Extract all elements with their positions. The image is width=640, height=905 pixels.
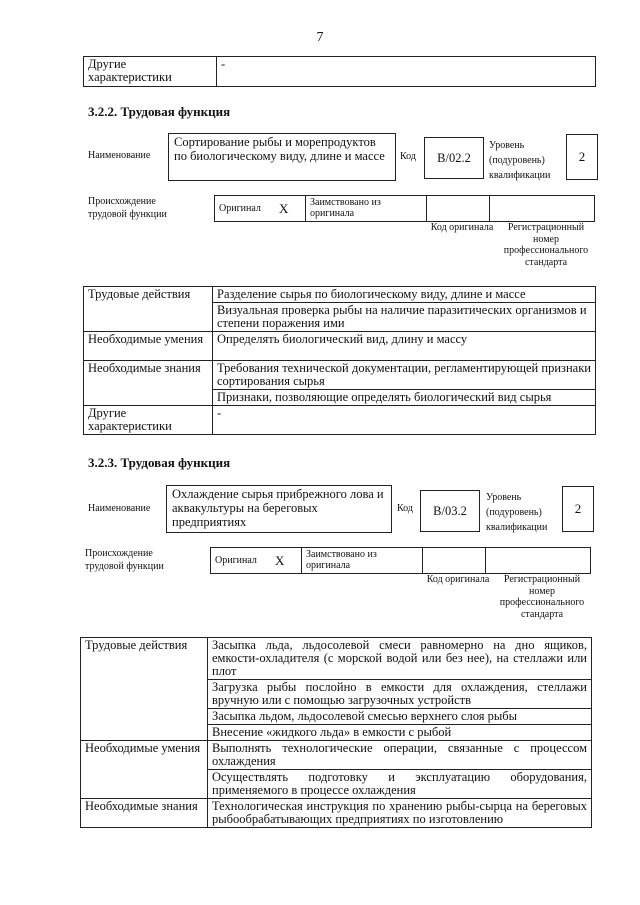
other-characteristics-label: Другие характеристики — [84, 57, 217, 87]
row-label-actions-323: Трудовые действия — [81, 638, 208, 741]
original-code-cell-323 — [423, 548, 486, 574]
name-label-322: Наименование — [88, 150, 151, 161]
function-code-322: B/02.2 — [424, 137, 484, 179]
row-label-skills-323: Необходимые умения — [81, 741, 208, 799]
origin-table-323 — [210, 547, 591, 574]
continuation-table — [83, 56, 596, 87]
section-title-322: 3.2.2. Трудовая функция — [88, 104, 231, 119]
row-item-322: Визуальная проверка рыбы на наличие паразитических организмов и степени поражения ими — [213, 303, 596, 332]
row-item-323: Технологическая инструкция по хранению рыбы-сырца на береговых рыбообрабатывающих предприятиях по изготовлению — [208, 799, 592, 828]
origin-label-323: Происхождение трудовой функции — [85, 548, 164, 572]
reg-number-cell-323 — [486, 548, 591, 574]
function-name-box-322: Сортирование рыбы и морепродуктов по биологическому виду, длине и массе — [168, 133, 396, 181]
code-label-323: Код — [397, 503, 413, 514]
code-label-322: Код — [400, 151, 416, 162]
original-mark-322: X — [275, 196, 306, 222]
original-label-322: Оригинал — [215, 196, 276, 222]
qualification-level-value-323: 2 — [562, 486, 594, 532]
borrowed-label-323: Заимствовано из оригинала — [302, 548, 423, 574]
reg-number-caption-322: Регистрационный номер профессионального стандарта — [503, 222, 589, 268]
page-number: 7 — [316, 30, 324, 45]
reg-number-cell-322 — [490, 196, 595, 222]
original-code-cell-322 — [427, 196, 490, 222]
section-title-323: 3.2.3. Трудовая функция — [88, 455, 231, 470]
qualification-level-label-322: Уровень (подуровень) квалификации — [489, 140, 551, 181]
row-item-322: - — [213, 406, 596, 435]
row-item-323: Засыпка льда, льдосолевой смеси равномерно на дно ящиков, емкости-охладителя (с морской водой или без нее), на стеллажи или плот — [208, 638, 592, 680]
function-name-box-323: Охлаждение сырья прибрежного лова и аквакультуры на береговых предприятиях — [166, 485, 392, 533]
row-label-knowledge-323: Необходимые знания — [81, 799, 208, 828]
row-item-323: Осуществлять подготовку и эксплуатацию оборудования, применяемого в процессе охлаждения — [208, 770, 592, 799]
details-table-322 — [83, 286, 596, 435]
origin-table-322 — [214, 195, 595, 222]
reg-number-caption-323: Регистрационный номер профессионального стандарта — [499, 574, 585, 620]
borrowed-label-322: Заимствовано из оригинала — [306, 196, 427, 222]
other-characteristics-value: - — [217, 57, 596, 87]
row-item-322: Разделение сырья по биологическому виду, длине и массе — [213, 287, 596, 303]
row-item-322: Определять биологический вид, длину и массу — [213, 332, 596, 361]
qualification-level-value-322: 2 — [566, 134, 598, 180]
original-code-caption-323: Код оригинала — [426, 574, 490, 585]
row-label-skills-322: Необходимые умения — [84, 332, 213, 361]
name-label-323: Наименование — [88, 503, 151, 514]
row-label-knowledge-322: Необходимые знания — [84, 361, 213, 406]
row-item-323: Загрузка рыбы послойно в емкости для охлаждения, стеллажи вручную или с помощью загрузочных устройств — [208, 680, 592, 709]
row-label-actions-322: Трудовые действия — [84, 287, 213, 332]
origin-label-322: Происхождение трудовой функции — [88, 196, 167, 220]
row-item-322: Признаки, позволяющие определять биологический вид сырья — [213, 390, 596, 406]
qualification-level-label-323: Уровень (подуровень) квалификации — [486, 492, 548, 533]
row-label-other-322: Другие характеристики — [84, 406, 213, 435]
original-code-caption-322: Код оригинала — [430, 222, 494, 233]
original-label-323: Оригинал — [211, 548, 272, 574]
details-table-323 — [80, 637, 592, 828]
row-item-323: Выполнять технологические операции, связанные с процессом охлаждения — [208, 741, 592, 770]
function-code-323: B/03.2 — [420, 490, 480, 532]
row-item-323: Засыпка льдом, льдосолевой смесью верхнего слоя рыбы — [208, 709, 592, 725]
row-item-323: Внесение «жидкого льда» в емкости с рыбой — [208, 725, 592, 741]
row-item-322: Требования технической документации, регламентирующей признаки сортирования сырья — [213, 361, 596, 390]
original-mark-323: X — [271, 548, 302, 574]
